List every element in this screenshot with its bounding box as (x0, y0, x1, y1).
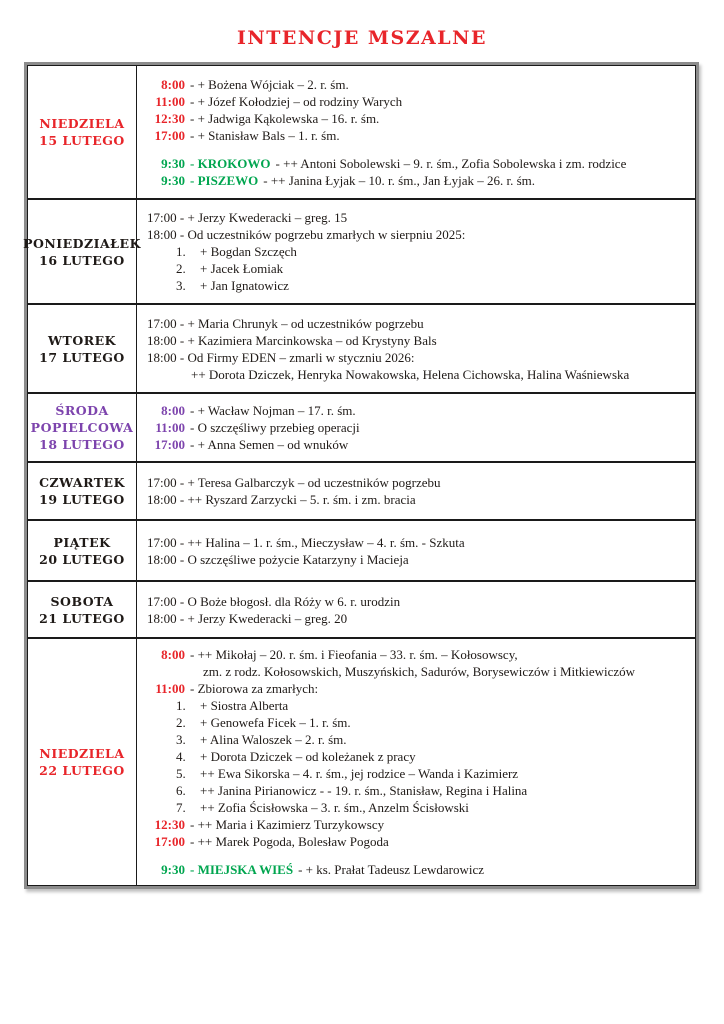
item-number: 6. (176, 783, 186, 798)
table-row (28, 461, 695, 519)
day-label: 21 LUTEGO (39, 610, 125, 626)
day-label: PIĄTEK (53, 534, 111, 550)
item-number: 3. (176, 732, 186, 747)
entries-cell (137, 66, 695, 198)
item-number: 3. (176, 278, 186, 293)
intention-text: - ++ Marek Pogoda, Bolesław Pogoda (190, 834, 389, 849)
entries-cell (137, 463, 695, 519)
intention-text: + Genowefa Ficek – 1. r. śm. (200, 715, 351, 730)
intention-line: 18:00 - + Jerzy Kwederacki – greg. 20 (147, 610, 348, 626)
day-cell (28, 463, 137, 519)
day-label: 19 LUTEGO (39, 492, 125, 507)
mass-intentions-table (24, 62, 699, 889)
mass-place-label: - MIEJSKA WIEŚ (190, 862, 294, 877)
day-cell (28, 521, 137, 580)
intention-text: - ++ Mikołaj – 20. r. śm. i Fieofania – 33. r. śm. – Kołosowscy, (190, 647, 518, 662)
intention-line: 17:00 - + Teresa Galbarczyk – od uczestników pogrzebu (147, 475, 441, 490)
intention-text: - + Bożena Wójciak – 2. r. śm. (190, 76, 349, 92)
day-label: ŚRODA (55, 403, 109, 418)
intention-line (147, 110, 689, 127)
mass-time-label: 12:30 (154, 110, 185, 126)
intention-text: - + ks. Prałat Tadeusz Lewdarowicz (298, 862, 485, 877)
intention-line: 17:00 - + Maria Chrunyk – od uczestników pogrzebu (147, 315, 424, 331)
day-label: SOBOTA (50, 593, 114, 609)
entries-cell (137, 394, 695, 461)
mass-time-label: 9:30 (161, 862, 185, 877)
item-number: 2. (176, 715, 186, 730)
mass-time-label: 8:00 (161, 403, 185, 418)
intention-text: - + Jadwiga Kąkolewska – 16. r. śm. (190, 110, 380, 126)
mass-intentions-table-body (23, 65, 696, 886)
table-row (28, 303, 695, 392)
intention-text: + Alina Waloszek – 2. r. śm. (200, 732, 347, 747)
mass-time-label: 8:00 (161, 647, 185, 662)
intention-line (147, 833, 689, 850)
intention-line: 18:00 - ++ Ryszard Zarzycki – 5. r. śm. i zm. bracia (147, 492, 416, 507)
intention-line (147, 646, 689, 663)
intention-text: - ++ Janina Łyjak – 10. r. śm., Jan Łyjak – 26. r. śm. (263, 172, 536, 188)
intention-line (147, 402, 689, 419)
day-cell (28, 639, 137, 885)
intention-list-item (176, 765, 689, 782)
day-label: 22 LUTEGO (39, 763, 125, 778)
table-row (28, 519, 695, 580)
intention-text: - ++ Antoni Sobolewski – 9. r. śm., Zofia Sobolewska i zm. rodzice (275, 155, 627, 171)
item-number: 7. (176, 800, 186, 815)
mass-time-label: 8:00 (161, 76, 185, 92)
intention-list-item (176, 277, 689, 294)
intention-list-item (176, 782, 689, 799)
intention-line (147, 436, 689, 453)
entries-cell (137, 200, 695, 303)
mass-time-label: 11:00 (155, 420, 185, 435)
intention-list-item (176, 243, 689, 260)
intention-text: ++ Ewa Sikorska – 4. r. śm., jej rodzice – Wanda i Kazimierz (200, 766, 519, 781)
blank-line (147, 850, 689, 861)
intention-list-item (176, 748, 689, 765)
item-number: 4. (176, 749, 186, 764)
intention-line (147, 419, 689, 436)
day-label: POPIELCOWA (30, 420, 134, 435)
mass-time-label: 17:00 (154, 834, 185, 849)
table-row (28, 392, 695, 461)
intention-text: - + Stanisław Bals – 1. r. śm. (190, 127, 340, 143)
intention-text: + Dorota Dziczek – od koleżanek z pracy (200, 749, 416, 764)
intention-list-item (176, 260, 689, 277)
intention-text: + Bogdan Szczęch (200, 244, 297, 259)
item-number: 5. (176, 766, 186, 781)
intention-list-item (176, 697, 689, 714)
item-number: 2. (176, 261, 186, 276)
intention-line: 18:00 - + Kazimiera Marcinkowska – od Krystyny Bals (147, 332, 437, 348)
intention-line: 17:00 - ++ Halina – 1. r. śm., Mieczysław – 4. r. śm. - Szkuta (147, 534, 465, 550)
page-title: INTENCJE MSZALNE (236, 27, 488, 49)
intention-line (147, 816, 689, 833)
day-label: 15 LUTEGO (39, 133, 125, 148)
intention-text: + Siostra Alberta (200, 698, 289, 713)
intention-text: - + Wacław Nojman – 17. r. śm. (190, 403, 356, 418)
intention-list-item (176, 714, 689, 731)
mass-place-label: - PISZEWO (190, 172, 259, 188)
table-row (28, 637, 695, 885)
intention-line: 17:00 - + Jerzy Kwederacki – greg. 15 (147, 210, 348, 225)
intention-continuation-line: ++ Dorota Dziczek, Henryka Nowakowska, Helena Cichowska, Halina Waśniewska (191, 366, 630, 382)
entries-cell (137, 305, 695, 392)
day-label: NIEDZIELA (39, 746, 125, 761)
intention-continuation-line: zm. z rodz. Kołosowskich, Muszyńskich, Sadurów, Borysewiczów i Mitkiewiczów (203, 664, 636, 679)
day-label: 17 LUTEGO (39, 349, 125, 365)
intention-line (147, 680, 689, 697)
intention-line (147, 76, 689, 93)
day-label: 18 LUTEGO (39, 437, 125, 452)
intention-line: 18:00 - Od Firmy EDEN – zmarli w styczniu 2026: (147, 349, 415, 365)
table-row (28, 580, 695, 637)
intention-text: ++ Janina Pirianowicz - - 19. r. śm., Stanisław, Regina i Halina (200, 783, 528, 798)
entries-cell (137, 582, 695, 637)
item-number: 1. (176, 698, 186, 713)
entries-cell (137, 521, 695, 580)
mass-time-label: 17:00 (154, 437, 185, 452)
day-label: WTOREK (47, 332, 116, 348)
intention-text: - + Anna Semen – od wnuków (190, 437, 349, 452)
intention-text: - O szczęśliwy przebieg operacji (190, 420, 360, 435)
intention-list-item (176, 731, 689, 748)
day-cell (28, 66, 137, 198)
table-row (23, 198, 695, 303)
mass-time-label: 11:00 (155, 93, 185, 109)
item-number: 1. (176, 244, 186, 259)
intention-text: + Jan Ignatowicz (200, 278, 289, 293)
intention-line: 17:00 - O Boże błogosł. dla Róży w 6. r. urodzin (147, 593, 401, 609)
intention-line: 18:00 - Od uczestników pogrzebu zmarłych w sierpniu 2025: (147, 227, 466, 242)
intention-line (147, 861, 689, 878)
entries-cell (137, 639, 695, 885)
intention-line: 18:00 - O szczęśliwe pożycie Katarzyny i Macieja (147, 551, 409, 567)
intention-list-item (176, 799, 689, 816)
intention-line (147, 155, 689, 172)
intention-line (147, 172, 689, 189)
intention-line (147, 127, 689, 144)
mass-time-label: 11:00 (155, 681, 185, 696)
intention-text: ++ Zofia Ścisłowska – 3. r. śm., Anzelm Ścisłowski (200, 800, 469, 815)
day-label: 16 LUTEGO (39, 252, 125, 268)
day-cell (28, 305, 137, 392)
intention-text: + Jacek Łomiak (200, 261, 284, 276)
blank-line (147, 144, 689, 155)
intention-text: - + Józef Kołodziej – od rodziny Warych (190, 93, 403, 109)
mass-time-label: 12:30 (154, 817, 185, 832)
intention-text: - Zbiorowa za zmarłych: (190, 681, 319, 696)
day-label: NIEDZIELA (39, 116, 125, 131)
mass-time-label: 9:30 (161, 155, 185, 171)
mass-place-label: - KROKOWO (190, 155, 271, 171)
intention-text: - ++ Maria i Kazimierz Turzykowscy (190, 817, 385, 832)
mass-time-label: 17:00 (154, 127, 185, 143)
intention-line (147, 93, 689, 110)
table-row (28, 66, 695, 198)
day-label: PONIEDZIAŁEK (23, 235, 141, 251)
day-label: CZWARTEK (39, 475, 125, 490)
day-label: 20 LUTEGO (39, 551, 125, 567)
day-cell (28, 394, 137, 461)
day-cell (28, 582, 137, 637)
day-cell (23, 200, 141, 303)
mass-time-label: 9:30 (161, 172, 185, 188)
